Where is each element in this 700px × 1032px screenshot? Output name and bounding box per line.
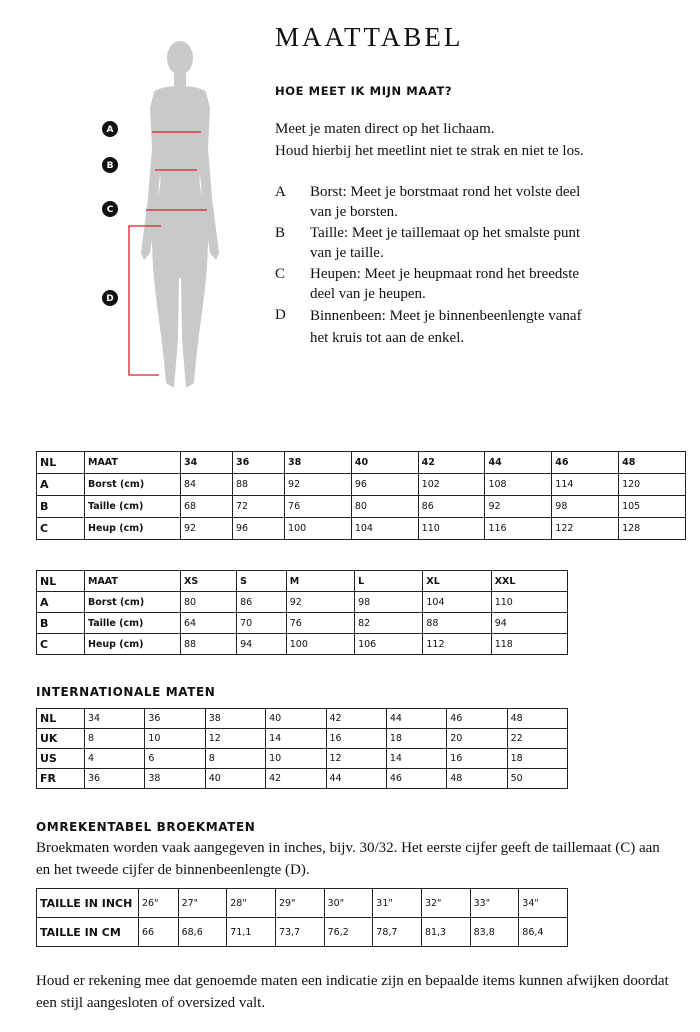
table-cell: 76 bbox=[286, 613, 354, 634]
marker-a-label: A bbox=[106, 125, 114, 135]
table-cell: 36 bbox=[233, 452, 285, 474]
disclaimer-note: Houd er rekening mee dat genoemde maten een indicatie zijn en bepaalde items kunnen afwijken doordat een stijl aangesloten of oversized valt. bbox=[36, 973, 669, 1011]
table-cell: B bbox=[37, 496, 85, 518]
table-cell: 92 bbox=[286, 592, 354, 613]
table-cell: 34" bbox=[519, 889, 568, 918]
table-cell: 16 bbox=[447, 749, 507, 769]
section-heading-conversion: OMREKENTABEL BROEKMATEN bbox=[36, 820, 256, 834]
legend-text: Heupen: Meet je heupmaat rond het breedste deel van je heupen. bbox=[310, 266, 580, 302]
measurement-legend bbox=[275, 182, 595, 350]
table-cell: Borst (cm) bbox=[85, 474, 181, 496]
table-cell: 38 bbox=[145, 769, 205, 789]
marker-d-label: D bbox=[106, 294, 114, 304]
table-cell: 92 bbox=[181, 518, 233, 540]
table-cell: 38 bbox=[205, 709, 265, 729]
table-cell: 71,1 bbox=[227, 918, 276, 947]
table-cell: 46 bbox=[552, 452, 619, 474]
table-row bbox=[37, 634, 568, 655]
legend-text: Borst: Meet je borstmaat rond het volste deel van je borsten. bbox=[310, 184, 581, 220]
table-cell: XS bbox=[181, 571, 237, 592]
table-cell: 14 bbox=[266, 729, 326, 749]
table-cell: 36 bbox=[85, 769, 145, 789]
table-row bbox=[37, 889, 568, 918]
table-cell: 4 bbox=[85, 749, 145, 769]
table-cell: 68 bbox=[181, 496, 233, 518]
table-cell: 96 bbox=[351, 474, 418, 496]
table-cell: 18 bbox=[507, 749, 567, 769]
table-row bbox=[37, 474, 686, 496]
table-cell: 104 bbox=[351, 518, 418, 540]
table-cell: 6 bbox=[145, 749, 205, 769]
table-cell: 106 bbox=[355, 634, 423, 655]
table-cell: 100 bbox=[286, 634, 354, 655]
table-cell: 83,8 bbox=[470, 918, 519, 947]
table-cell: 10 bbox=[145, 729, 205, 749]
table-cell: 105 bbox=[619, 496, 686, 518]
table-cell: 92 bbox=[485, 496, 552, 518]
table-cell: XXL bbox=[491, 571, 567, 592]
table-cell: 8 bbox=[205, 749, 265, 769]
table-cell: NL bbox=[37, 571, 85, 592]
table-cell: 80 bbox=[181, 592, 237, 613]
table-cell: 42 bbox=[266, 769, 326, 789]
table-cell: XL bbox=[423, 571, 491, 592]
table-row bbox=[37, 769, 568, 789]
table-cell: A bbox=[37, 592, 85, 613]
table-cell: C bbox=[37, 518, 85, 540]
table-cell: M bbox=[286, 571, 354, 592]
table-cell: B bbox=[37, 613, 85, 634]
size-table-letter bbox=[36, 570, 568, 655]
marker-d bbox=[102, 290, 118, 306]
international-size-table bbox=[36, 708, 568, 789]
body-silhouette bbox=[141, 41, 219, 388]
intro-line: Houd hierbij het meetlint niet te strak en niet te los. bbox=[275, 143, 584, 159]
table-cell: 81,3 bbox=[421, 918, 470, 947]
table-cell: Taille (cm) bbox=[85, 613, 181, 634]
table-cell: 98 bbox=[552, 496, 619, 518]
table-cell: 16 bbox=[326, 729, 386, 749]
table-cell: 88 bbox=[181, 634, 237, 655]
table-row bbox=[37, 592, 568, 613]
table-header-row bbox=[37, 571, 568, 592]
table-cell: 86 bbox=[418, 496, 485, 518]
marker-b-label: B bbox=[106, 161, 114, 171]
table-cell: 42 bbox=[326, 709, 386, 729]
table-cell: 114 bbox=[552, 474, 619, 496]
section-heading-how-to-measure: HOE MEET IK MIJN MAAT? bbox=[275, 84, 453, 98]
table-cell: 40 bbox=[205, 769, 265, 789]
table-cell: 86 bbox=[237, 592, 287, 613]
table-cell: 88 bbox=[233, 474, 285, 496]
table-cell: 76 bbox=[285, 496, 352, 518]
marker-c bbox=[102, 201, 118, 217]
table-cell: 34 bbox=[181, 452, 233, 474]
table-row bbox=[37, 496, 686, 518]
table-cell: 26" bbox=[139, 889, 179, 918]
table-cell: FR bbox=[37, 769, 85, 789]
marker-a bbox=[102, 121, 118, 137]
table-cell: NL bbox=[37, 452, 85, 474]
table-row bbox=[37, 918, 568, 947]
legend-item-b bbox=[275, 223, 595, 263]
table-cell: 66 bbox=[139, 918, 179, 947]
legend-item-a bbox=[275, 182, 595, 222]
table-cell: MAAT bbox=[85, 452, 181, 474]
table-cell: TAILLE IN INCH bbox=[37, 889, 139, 918]
table-cell: 46 bbox=[447, 709, 507, 729]
table-cell: L bbox=[355, 571, 423, 592]
legend-item-c bbox=[275, 264, 595, 304]
table-cell: 40 bbox=[351, 452, 418, 474]
table-cell: A bbox=[37, 474, 85, 496]
table-cell: 29" bbox=[275, 889, 324, 918]
table-cell: 44 bbox=[386, 709, 446, 729]
table-cell: UK bbox=[37, 729, 85, 749]
table-cell: US bbox=[37, 749, 85, 769]
table-cell: 38 bbox=[285, 452, 352, 474]
intro-text bbox=[275, 118, 675, 162]
table-cell: 118 bbox=[491, 634, 567, 655]
table-cell: 48 bbox=[507, 709, 567, 729]
marker-c-label: C bbox=[106, 205, 114, 215]
table-cell: 76,2 bbox=[324, 918, 373, 947]
table-cell: 78,7 bbox=[373, 918, 422, 947]
table-cell: 34 bbox=[85, 709, 145, 729]
table-cell: 73,7 bbox=[275, 918, 324, 947]
legend-letter: D bbox=[275, 307, 286, 323]
table-cell: 96 bbox=[233, 518, 285, 540]
table-cell: 94 bbox=[237, 634, 287, 655]
table-row bbox=[37, 709, 568, 729]
table-cell: 36 bbox=[145, 709, 205, 729]
legend-letter: B bbox=[275, 225, 286, 241]
table-cell: 128 bbox=[619, 518, 686, 540]
table-cell: 48 bbox=[447, 769, 507, 789]
marker-b bbox=[102, 157, 118, 173]
table-cell: 80 bbox=[351, 496, 418, 518]
table-cell: 104 bbox=[423, 592, 491, 613]
table-cell: 120 bbox=[619, 474, 686, 496]
table-row bbox=[37, 613, 568, 634]
legend-text: Binnenbeen: Meet je binnenbeenlengte vanaf het kruis tot aan de enkel. bbox=[310, 308, 582, 346]
legend-letter: A bbox=[275, 184, 286, 200]
table-cell: Heup (cm) bbox=[85, 634, 181, 655]
table-cell: 86,4 bbox=[519, 918, 568, 947]
table-cell: 30" bbox=[324, 889, 373, 918]
table-cell: S bbox=[237, 571, 287, 592]
table-cell: C bbox=[37, 634, 85, 655]
table-cell: 8 bbox=[85, 729, 145, 749]
legend-text: Taille: Meet je taillemaat op het smalste punt van je taille. bbox=[310, 225, 581, 261]
table-cell: 70 bbox=[237, 613, 287, 634]
table-cell: 18 bbox=[386, 729, 446, 749]
table-cell: 12 bbox=[326, 749, 386, 769]
table-cell: 122 bbox=[552, 518, 619, 540]
table-row bbox=[37, 518, 686, 540]
table-cell: 92 bbox=[285, 474, 352, 496]
table-cell: 116 bbox=[485, 518, 552, 540]
table-cell: 31" bbox=[373, 889, 422, 918]
table-row bbox=[37, 729, 568, 749]
section-heading-international: INTERNATIONALE MATEN bbox=[36, 685, 216, 699]
table-cell: 32" bbox=[421, 889, 470, 918]
table-cell: 27" bbox=[178, 889, 227, 918]
table-cell: 28" bbox=[227, 889, 276, 918]
table-cell: 110 bbox=[418, 518, 485, 540]
table-cell: 44 bbox=[485, 452, 552, 474]
table-cell: TAILLE IN CM bbox=[37, 918, 139, 947]
table-cell: 84 bbox=[181, 474, 233, 496]
table-cell: 82 bbox=[355, 613, 423, 634]
legend-item-d bbox=[275, 305, 595, 349]
table-cell: Taille (cm) bbox=[85, 496, 181, 518]
table-cell: Borst (cm) bbox=[85, 592, 181, 613]
table-cell: 100 bbox=[285, 518, 352, 540]
table-cell: 68,6 bbox=[178, 918, 227, 947]
table-cell: 10 bbox=[266, 749, 326, 769]
table-cell: 94 bbox=[491, 613, 567, 634]
table-cell: Heup (cm) bbox=[85, 518, 181, 540]
page-title: MAATTABEL bbox=[275, 22, 464, 52]
trouser-conversion-table bbox=[36, 888, 568, 947]
table-cell: 108 bbox=[485, 474, 552, 496]
table-cell: 98 bbox=[355, 592, 423, 613]
table-cell: 112 bbox=[423, 634, 491, 655]
table-cell: NL bbox=[37, 709, 85, 729]
table-cell: 40 bbox=[266, 709, 326, 729]
table-header-row bbox=[37, 452, 686, 474]
table-cell: 72 bbox=[233, 496, 285, 518]
table-row bbox=[37, 749, 568, 769]
body-measurement-figure bbox=[98, 38, 228, 400]
markers bbox=[102, 121, 118, 306]
table-cell: 12 bbox=[205, 729, 265, 749]
table-cell: 22 bbox=[507, 729, 567, 749]
conversion-description: Broekmaten worden vaak aangegeven in inches, bijv. 30/32. Het eerste cijfer geeft de taillemaat (C) aan en het tweede cijfer de binnenbeenlengte (D). bbox=[36, 840, 660, 878]
intro-line: Meet je maten direct op het lichaam. bbox=[275, 121, 495, 137]
table-cell: MAAT bbox=[85, 571, 181, 592]
table-cell: 88 bbox=[423, 613, 491, 634]
table-cell: 50 bbox=[507, 769, 567, 789]
table-cell: 110 bbox=[491, 592, 567, 613]
table-cell: 14 bbox=[386, 749, 446, 769]
table-cell: 44 bbox=[326, 769, 386, 789]
size-table-numeric bbox=[36, 451, 686, 540]
table-cell: 64 bbox=[181, 613, 237, 634]
table-cell: 46 bbox=[386, 769, 446, 789]
table-cell: 33" bbox=[470, 889, 519, 918]
table-cell: 20 bbox=[447, 729, 507, 749]
table-cell: 102 bbox=[418, 474, 485, 496]
legend-letter: C bbox=[275, 266, 286, 282]
table-cell: 42 bbox=[418, 452, 485, 474]
table-cell: 48 bbox=[619, 452, 686, 474]
